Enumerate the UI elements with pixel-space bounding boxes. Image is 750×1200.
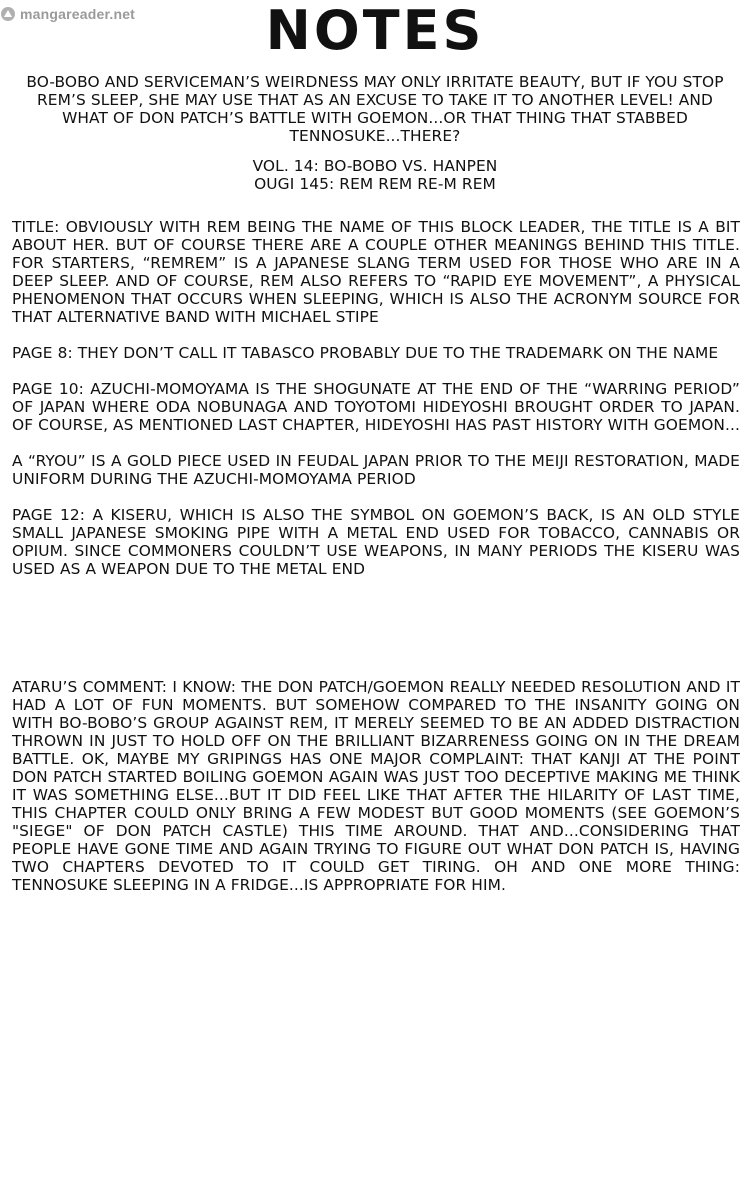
note-page-12: PAGE 12: A KISERU, WHICH IS ALSO THE SYMBOL ON GOEMON’S BACK, IS AN OLD STYLE SMALL JAPANESE SMOKING PIPE WITH A METAL END USED FOR TOBACCO, CANNABIS OR OPIUM. SINCE COMMONERS COULDN’T USE WEAPONS, IN MANY PERIODS THE KISERU WAS USED AS A WEAPON DUE TO THE METAL END <box>12 506 740 578</box>
volume-line: VOL. 14: BO-BOBO VS. HANPEN <box>252 157 498 175</box>
ougi-line: OUGI 145: REM REM RE-M REM <box>254 175 496 193</box>
note-page-10: PAGE 10: AZUCHI-MOMOYAMA IS THE SHOGUNATE AT THE END OF THE “WARRING PERIOD” OF JAPAN WHERE ODA NOBUNAGA AND TOYOTOMI HIDEYOSHI BROUGHT ORDER TO JAPAN. OF COURSE, AS MENTIONED LAST CHAPTER, HIDEYOSHI HAS PAST HISTORY WITH GOEMON... <box>12 380 741 434</box>
watermark-text: mangareader.net <box>20 6 136 22</box>
note-page-8: PAGE 8: THEY DON’T CALL IT TABASCO PROBABLY DUE TO THE TRADEMARK ON THE NAME <box>12 344 719 362</box>
translator-comment: ATARU’S COMMENT: I KNOW: THE DON PATCH/GOEMON REALLY NEEDED RESOLUTION AND IT HAD A LOT OF FUN MOMENTS. BUT SOMEHOW COMPARED TO THE INSANITY GOING ON WITH BO-BOBO’S GROUP AGAINST REM, IT MERELY SEEMED TO BE AN ADDED DISTRACTION THROWN IN JUST TO HOLD OFF ON THE BRILLIANT BIZARRENESS GOING ON IN THE DREAM BATTLE. OK, MAYBE MY GRIPINGS HAS ONE MAJOR COMPLAINT: THAT KANJI AT THE POINT DON PATCH STARTED BOILING GOEMON AGAIN WAS JUST TOO DECEPTIVE MAKING ME THINK IT WAS SOMETHING ELSE...BUT IT DID FEEL LIKE THAT AFTER THE HILARITY OF LAST TIME, THIS CHAPTER COULD ONLY BRING A FEW MODEST BUT GOOD MOMENTS (SEE GOEMON’S "SIEGE" OF DON PATCH CASTLE) THIS TIME AROUND. THAT AND...CONSIDERING THAT PEOPLE HAVE GONE TIME AND AGAIN TRYING TO FIGURE OUT WHAT DON PATCH IS, HAVING TWO CHAPTERS DEVOTED TO IT COULD GET TIRING. OH AND ONE MORE THING: TENNOSUKE SLEEPING IN A FRIDGE...IS APPROPRIATE FOR HIM. <box>12 678 740 894</box>
note-ryou: A “RYOU” IS A GOLD PIECE USED IN FEUDAL JAPAN PRIOR TO THE MEIJI RESTORATION, MADE UNIFORM DURING THE AZUCHI-MOMOYAMA PERIOD <box>12 452 740 488</box>
page-title: NOTES <box>265 0 485 62</box>
chapter-heading <box>12 157 738 193</box>
translation-notes <box>12 218 740 596</box>
note-title: TITLE: OBVIOUSLY WITH REM BEING THE NAME OF THIS BLOCK LEADER, THE TITLE IS A BIT ABOUT HER. BUT OF COURSE THERE ARE A COUPLE OTHER MEANINGS BEHIND THIS TITLE. FOR STARTERS, “REMREM” IS A JAPANESE SLANG TERM USED FOR THOSE WHO ARE IN A DEEP SLEEP. AND OF COURSE, REM ALSO REFERS TO “RAPID EYE MOVEMENT”, A PHYSICAL PHENOMENON THAT OCCURS WHEN SLEEPING, WHICH IS ALSO THE ACRONYM SOURCE FOR THAT ALTERNATIVE BAND WITH MICHAEL STIPE <box>12 218 740 326</box>
intro-paragraph: BO-BOBO AND SERVICEMAN’S WEIRDNESS MAY ONLY IRRITATE BEAUTY, BUT IF YOU STOP REM’S SLEEP, SHE MAY USE THAT AS AN EXCUSE TO TAKE IT TO ANOTHER LEVEL! AND WHAT OF DON PATCH’S BATTLE WITH GOEMON...OR THAT THING THAT STABBED TENNOSUKE...THERE? <box>26 73 724 145</box>
